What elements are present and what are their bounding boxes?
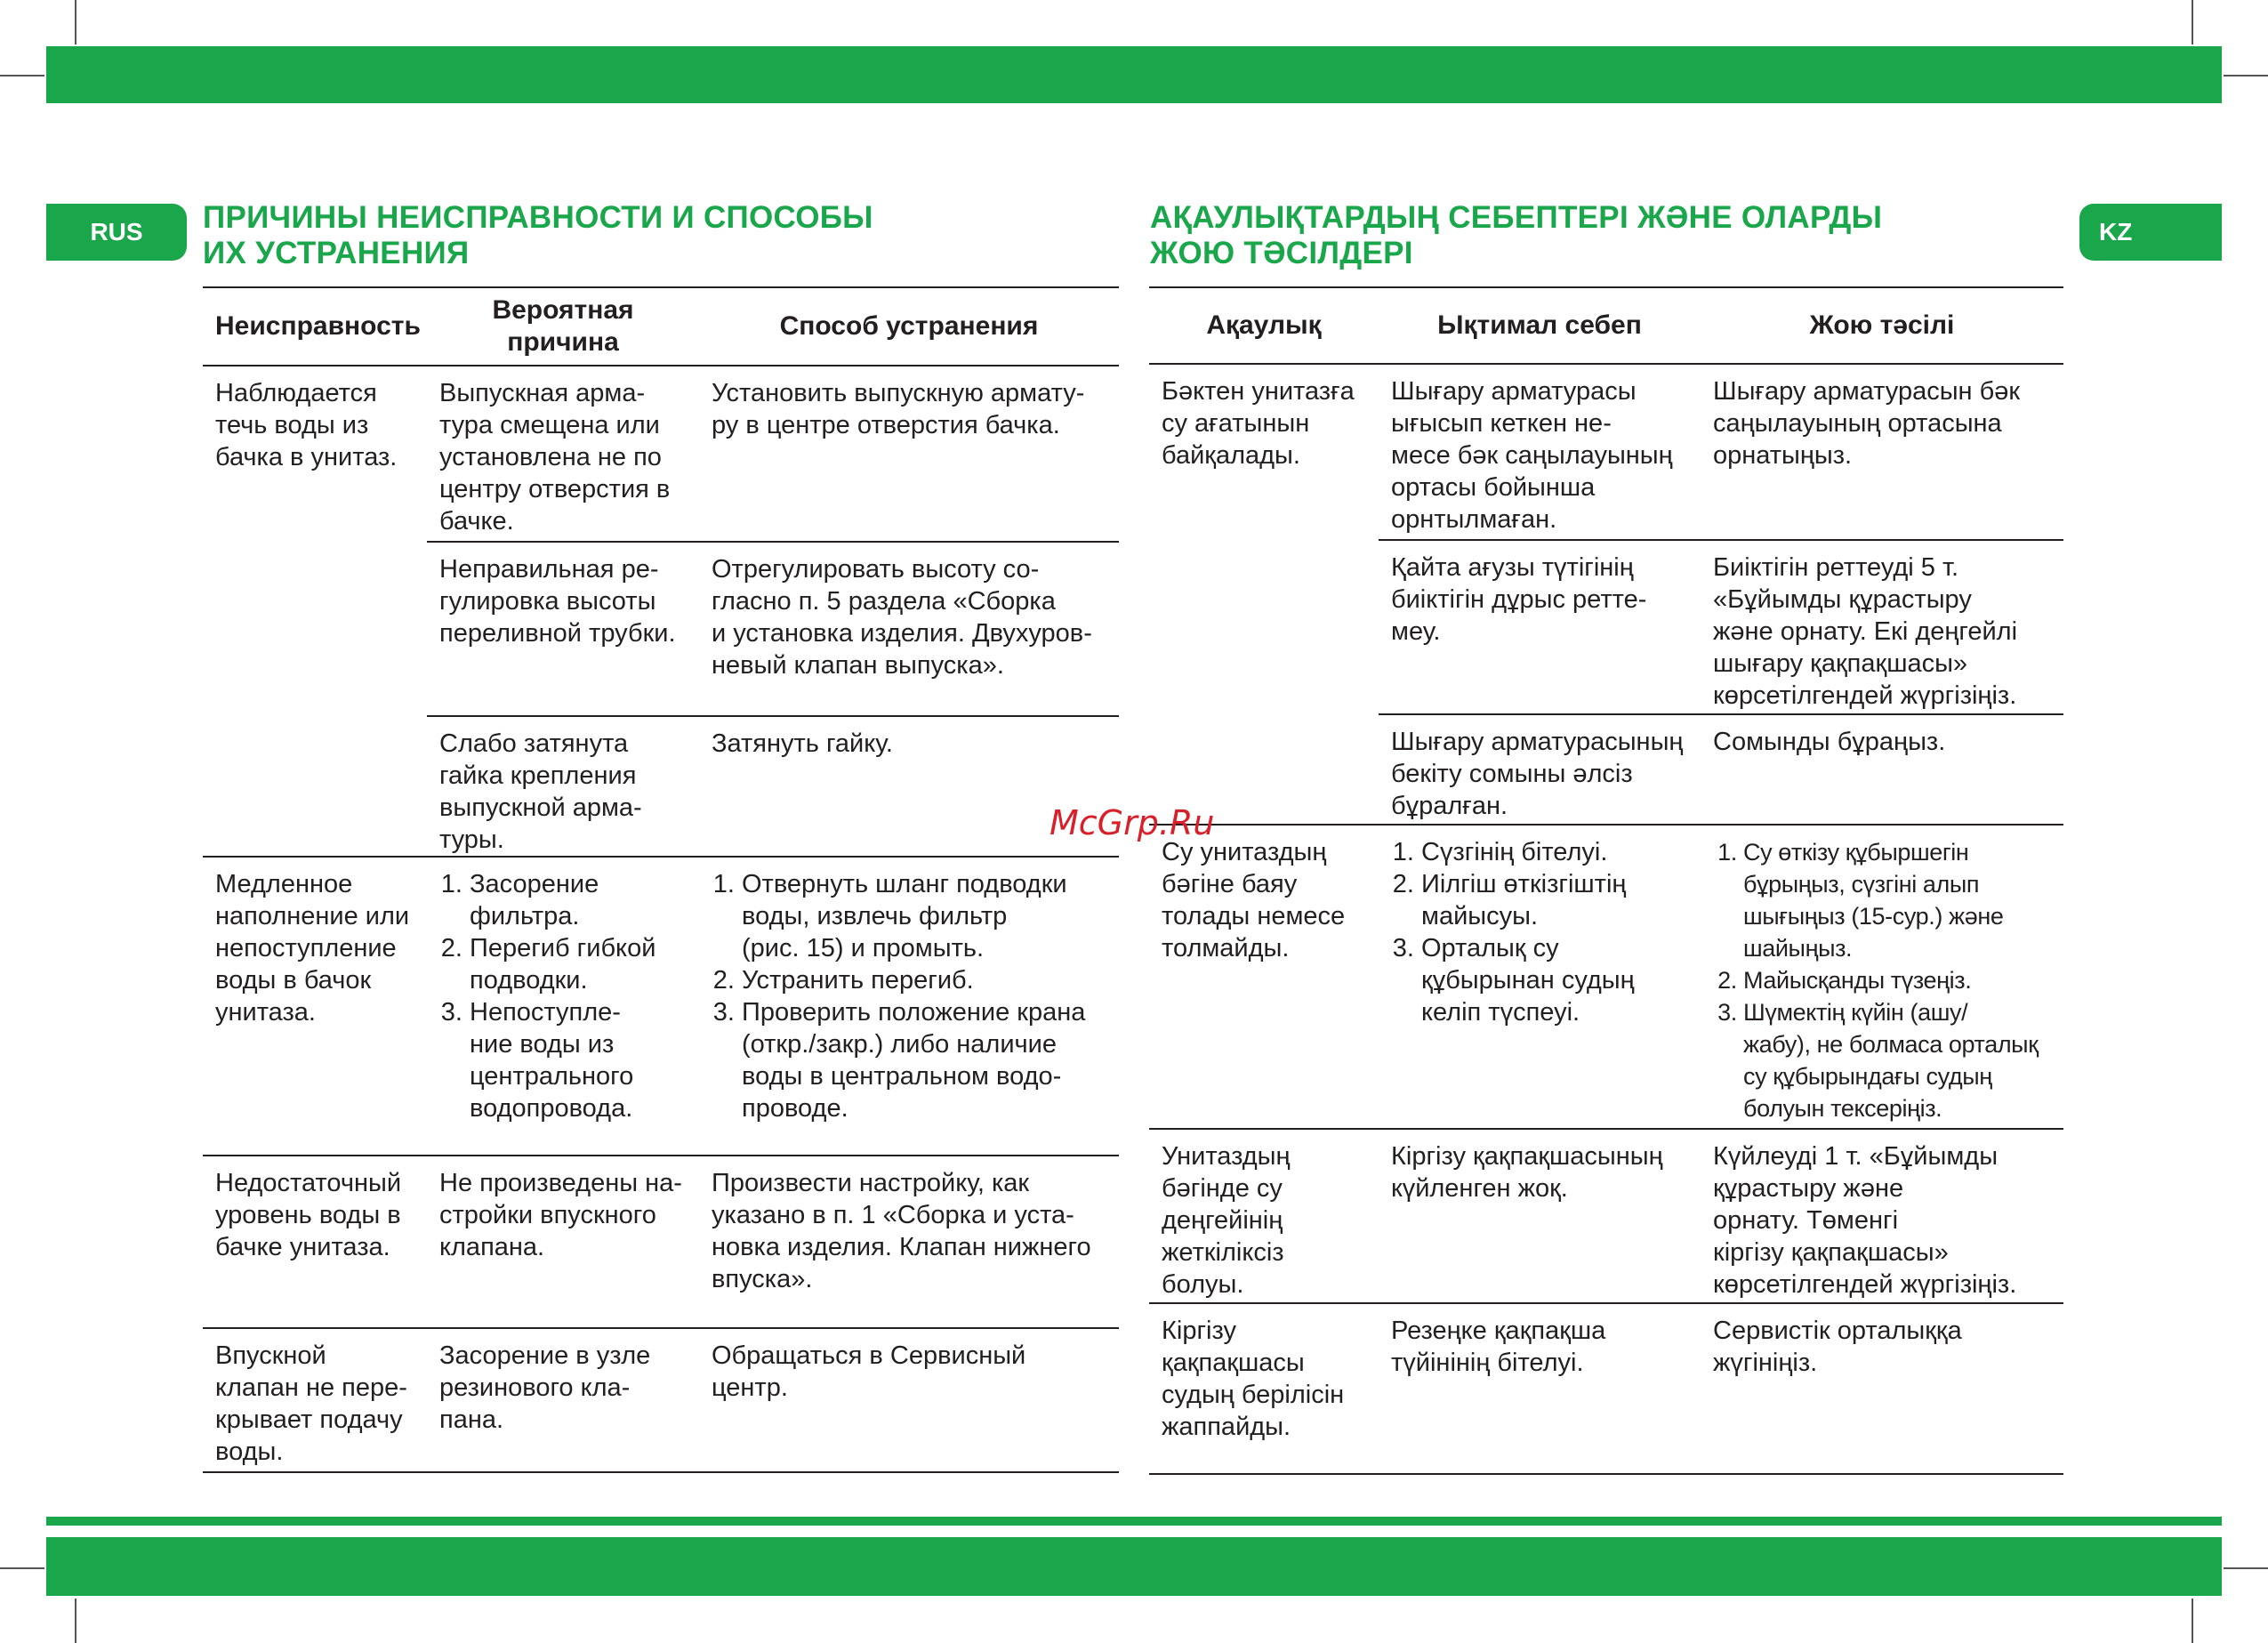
cause-cell: Қайта ағузы түтігінің биіктігін дұрыс ретте- меу. <box>1391 553 1647 646</box>
table-row <box>1379 365 2063 539</box>
list-item: 1. Засорение фильтра. <box>470 868 687 932</box>
rus-troubleshooting-table <box>203 286 1119 1473</box>
cause-cell <box>427 858 699 1155</box>
list-item: 2. Перегиб гибкой подводки. <box>470 932 687 996</box>
language-tab-label: KZ <box>2099 218 2133 246</box>
table-row <box>1379 539 2063 713</box>
top-green-band <box>46 46 2222 103</box>
header-remedy: Жою тәсілі <box>1809 310 1955 340</box>
remedy-list <box>1713 836 2051 1124</box>
table-header <box>1149 286 2063 365</box>
remedy-cell: Сомынды бұраңыз. <box>1713 728 1946 756</box>
cause-cell: Резеңке қақпақша түйінінің бітелуі. <box>1391 1317 1606 1377</box>
fault-cell: Впускной клапан не пере- крывает подачу воды. <box>215 1341 407 1466</box>
language-tab-label: RUS <box>90 218 143 246</box>
table-row-group <box>203 1156 1119 1329</box>
rus-section-title <box>203 200 873 271</box>
cause-cell: Кіргізу қақпақшасының күйленген жоқ. <box>1391 1142 1663 1203</box>
remedy-cell: Шығару арматурасын бәк саңылауының ортасына орнатыңыз. <box>1713 377 2021 470</box>
list-item: 3. Непоступле- ние воды из центрального водопровода. <box>470 996 687 1124</box>
remedy-cell: Затянуть гайку. <box>712 729 893 758</box>
list-item: 2. Майысқанды түзеңіз. <box>1743 964 2051 996</box>
crop-mark <box>2192 1599 2193 1643</box>
remedy-cell: Отрегулировать высоту со- гласно п. 5 раздела «Сборка и установка изделия. Двухуров- невый клапан выпуска». <box>712 555 1092 680</box>
crop-mark <box>0 1567 44 1569</box>
table-row-group <box>1149 1130 2063 1304</box>
cause-cell: Неправильная ре- гулировка высоты переливной трубки. <box>439 555 676 648</box>
table-row-group <box>1149 365 2063 826</box>
fault-cell: Кіргізу қақпақшасы судың берілісін жаппайды. <box>1162 1317 1345 1441</box>
crop-mark <box>2224 75 2268 77</box>
remedy-cell <box>1701 826 2063 1128</box>
cause-cell: Засорение в узле резинового кла- пана. <box>439 1341 651 1434</box>
fault-cell: Бәктен унитазға су ағатынын байқалады. <box>1162 377 1355 470</box>
title-line: ИХ УСТРАНЕНИЯ <box>203 236 470 270</box>
fault-cell: Недостаточный уровень воды в бачке унитаза. <box>215 1169 402 1261</box>
header-remedy: Способ устранения <box>779 311 1039 341</box>
list-item: 2. Иілгіш өткізгіштің майысуы. <box>1421 868 1688 932</box>
fault-cell: Наблюдается течь воды из бачка в унитаз. <box>215 379 398 471</box>
kz-troubleshooting-table <box>1149 286 2063 1475</box>
crop-mark <box>75 0 76 44</box>
language-tab-rus <box>46 204 187 261</box>
cause-cell: Не произведены на- стройки впускного клапана. <box>439 1169 682 1261</box>
table-row <box>427 715 1119 856</box>
list-item: 3. Орталық су құбырынан судың келіп түспеуі. <box>1421 932 1688 1028</box>
remedy-cell <box>699 858 1119 1155</box>
list-item: 1. Отвернуть шланг подводки воды, извлечь фильтр (рис. 15) и промыть. <box>742 868 1106 964</box>
list-item: 3. Шүмектің күйін (ашу/ жабу), не болмаса орталық су құбырындағы судың болуын тексеріңіз. <box>1743 996 2051 1124</box>
cause-cell: Шығару арматурасы ығысып кеткен не- месе бәк саңылауының ортасы бойынша орнтылмаған. <box>1391 377 1673 534</box>
crop-mark <box>0 75 44 77</box>
header-cause: Ықтимал себеп <box>1437 310 1642 340</box>
bottom-green-rule <box>46 1517 2222 1526</box>
header-fault: Ақаулық <box>1206 310 1322 340</box>
header-fault: Неисправность <box>215 311 421 341</box>
remedy-cell: Күйлеуді 1 т. «Бұйымды құрастыру және орнату. Төменгі кіргізу қақпақшасы» көрсетілгендей жүргізіңіз. <box>1713 1142 2017 1299</box>
list-item: 1. Сүзгінің бітелуі. <box>1421 836 1688 868</box>
cause-cell: Выпускная арма- тура смещена или установлена не по центру отверстия в бачке. <box>439 379 671 536</box>
table-row-group <box>1149 1304 2063 1475</box>
table-row-group <box>203 1329 1119 1473</box>
table-row-group <box>203 366 1119 858</box>
remedy-list <box>712 868 1106 1124</box>
crop-mark <box>2192 0 2193 44</box>
crop-mark <box>2224 1567 2268 1569</box>
table-row <box>427 541 1119 715</box>
title-line: ЖОЮ ТӘСІЛДЕРІ <box>1150 236 1413 270</box>
fault-cell: Медленное наполнение или непоступление воды в бачок унитаза. <box>215 870 410 1027</box>
cause-cell: Шығару арматурасының бекіту сомыны әлсіз бұралған. <box>1391 728 1684 820</box>
cause-cell: Слабо затянута гайка крепления выпускной арма- туры. <box>439 729 642 854</box>
watermark: McGrp.Ru <box>1050 803 1215 842</box>
table-header <box>203 286 1119 366</box>
bottom-green-band <box>46 1537 2222 1596</box>
remedy-cell: Установить выпускную армату- ру в центре отверстия бачка. <box>712 379 1085 439</box>
fault-cell: Унитаздың бәгінде су деңгейінің жеткіліксіз болуы. <box>1162 1142 1291 1299</box>
cause-cell <box>1379 826 1701 1128</box>
cause-list <box>1391 836 1688 1028</box>
language-tab-kz <box>2079 204 2222 261</box>
list-item: 3. Проверить положение крана (откр./закр.) либо наличие воды в центральном водо- проводе. <box>742 996 1106 1124</box>
remedy-cell: Произвести настройку, как указано в п. 1 «Сборка и уста- новка изделия. Клапан нижнего впуска». <box>712 1169 1091 1293</box>
cause-list <box>439 868 687 1124</box>
fault-cell: Су унитаздың бәгіне баяу толады немесе толмайды. <box>1162 838 1346 962</box>
title-line: ПРИЧИНЫ НЕИСПРАВНОСТИ И СПОСОБЫ <box>203 200 873 235</box>
table-row <box>427 366 1119 541</box>
table-row <box>1379 713 2063 824</box>
kz-section-title <box>1150 200 1882 271</box>
table-row-group <box>1149 826 2063 1130</box>
list-item: 1. Су өткізу құбыршегін бұрыңыз, сүзгіні алып шығыңыз (15-сур.) және шайыңыз. <box>1743 836 2051 964</box>
remedy-cell: Биіктігін реттеуді 5 т. «Бұйымды құрастыру және орнату. Екі деңгейлі шығару қақпақшасы» көрсетілгендей жүргізіңіз. <box>1713 553 2018 710</box>
header-cause: Вероятная причина <box>492 295 634 357</box>
list-item: 2. Устранить перегиб. <box>742 964 1106 996</box>
crop-mark <box>75 1599 76 1643</box>
remedy-cell: Обращаться в Сервисный центр. <box>712 1341 1026 1402</box>
remedy-cell: Сервистік орталыққа жүгініңіз. <box>1713 1317 1962 1377</box>
table-row-group <box>203 858 1119 1156</box>
title-line: АҚАУЛЫҚТАРДЫҢ СЕБЕПТЕРІ ЖӘНЕ ОЛАРДЫ <box>1150 200 1883 235</box>
